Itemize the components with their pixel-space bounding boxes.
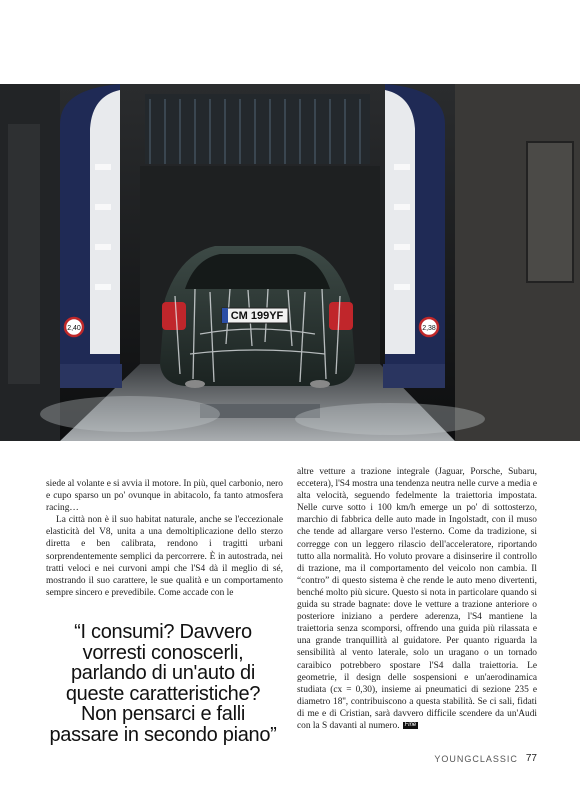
car-wash-illustration [0, 84, 580, 441]
magazine-name: YOUNGCLASSIC [434, 753, 518, 764]
article-paragraph: La città non è il suo habitat naturale, anche se l'eccezionale elasticità del V8, unita a una demoltiplicazione dello sterzo diretta e ben calibrata, rendono i tragitti urbani sorprendentemente semplici da percorrere. È in autostrada, nei tratti veloci e nei curvoni ampi che l'S4 dà il meglio di sé, mostrando il suo carattere, le sue qualità e un comportamento sempre sincero e prevedibile. Come accade con le [46, 515, 283, 598]
page-number: 77 [525, 753, 537, 764]
article-left-column [46, 478, 283, 599]
license-plate: CM 199YF [230, 310, 284, 322]
article-paragraph: siede al volante e si avvia il motore. In più, quel carbonio, nero e cupo sparso un po' ovunque in abitacolo, fa tanto atmosfera racing… [46, 479, 283, 514]
left-height-sign: 2,40 [67, 325, 81, 332]
article-paragraph: altre vetture a trazione integrale (Jaguar, Porsche, Subaru, eccetera), l'S4 mostra una tendenza neutra nelle curve a media e alta velocità, seguendo fedelmente la traiettoria impostata. Nelle curve sotto i 100 km/h emerge un po' di sottosterzo, marchio di fabbrica delle auto made in Ingolstadt, con il muso che tende ad allargare verso l'esterno. Come da tradizione, si corregge con un leggero rilascio dell'acceleratore, riportando tutto alla normalità. Ho voluto provare a disinserire il controllo di trazione, ma il comportamento del veicolo non cambia. Il “contro” di questo sistema è che rende le auto meno divertenti, benché molto più sicure. Questo si nota in particolare quando si guida su strade bagnate: dove le vetture a trazione anteriore o posteriore iniziano a perdere aderenza, l'S4 mantiene la traiettoria senza scomporsi, offrendo una guida più rilassata e una grande tranquillità al guidatore. Per quanto riguarda la sensibilità al vento laterale, solo un uragano o un tornado caraibico potrebbero spostare l'S4 dalla traiettoria. Le geometrie, il design delle sospensioni e un'aerodinamica studiata (cx = 0,30), insieme ai pneumatici di sezione 235 e diametro 18'', contribuiscono a questa stabilità. Se ci sali, fidati di me e di Cristian, sarà davvero difficile scendere da un'Audi con la S davanti al numero. [297, 467, 537, 731]
article-right-column [297, 466, 537, 732]
end-mark: Fine [404, 722, 417, 729]
car-wash-photo [0, 84, 580, 441]
right-height-sign: 2,38 [422, 325, 436, 332]
page-footer [434, 753, 537, 764]
pull-quote: “I consumi? Davvero vorresti conoscerli, parlando di un'auto di queste caratteristiche? Non pensarci e falli passare in secondo piano” [49, 621, 277, 746]
